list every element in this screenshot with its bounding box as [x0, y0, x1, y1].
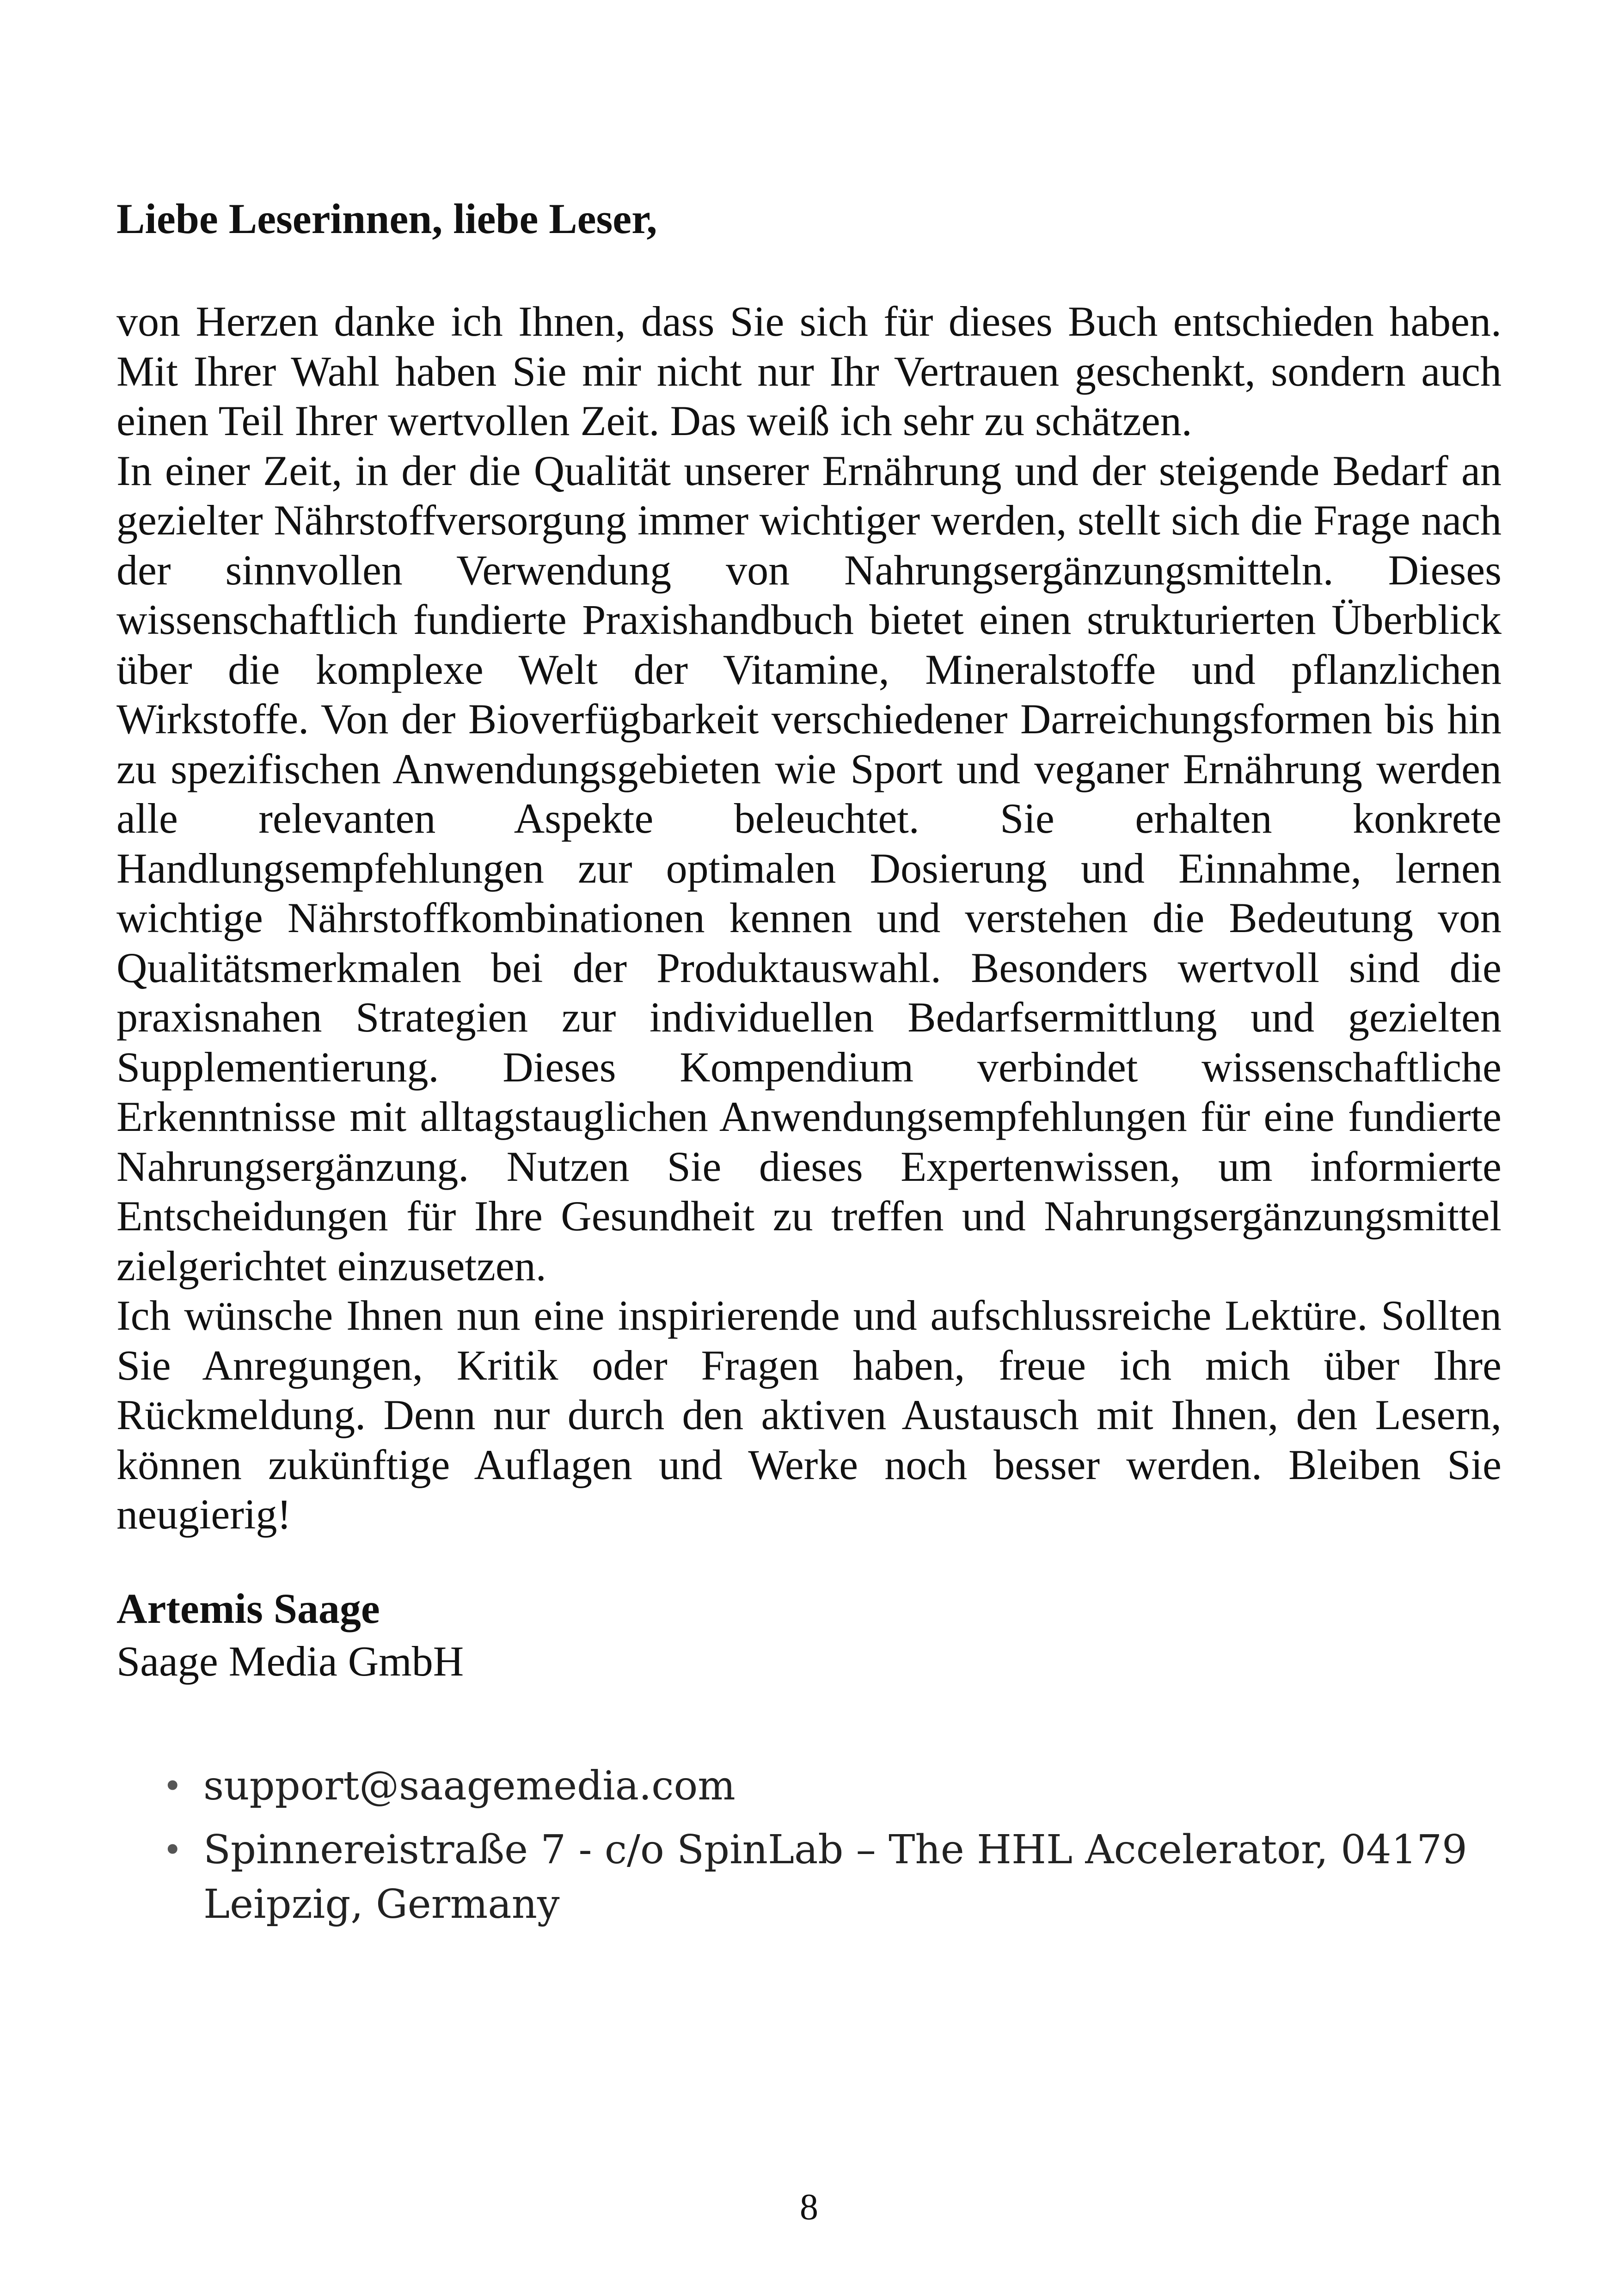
contact-email[interactable]: support@saagemedia.com	[203, 1763, 735, 1809]
contact-email-item	[157, 1759, 1498, 1813]
letter-body	[116, 297, 1502, 1540]
paragraph-book-summary: In einer Zeit, in der die Qualität unserer Ernährung und der steigende Bedarf an gezielter Nährstoffversorgung immer wichtiger werden, stellt sich die Frage nach der sinnvollen Verwendung von Nahrungsergänzungsmitteln. Dieses wissenschaftlich fundierte Praxishandbuch bietet einen strukturierten Überblick über die komplexe Welt der Vitamine, Mineralstoffe und pflanzlichen Wirkstoffe. Von der Bioverfügbarkeit verschiedener Darreichungsformen bis hin zu spezifischen Anwendungsgebieten wie Sport und veganer Ernährung werden alle relevanten Aspekte beleuchtet. Sie erhalten konkrete Handlungsempfehlungen zur optimalen Dosierung und Einnahme, lernen wichtige Nährstoffkombinationen kennen und verstehen die Bedeutung von Qualitätsmerkmalen bei der Produktauswahl. Besonders wertvoll sind die praxisnahen Strategien zur individuellen Bedarfsermittlung und gezielten Supplementierung. Dieses Kompendium verbindet wissenschaftliche Erkenntnisse mit alltagstauglichen Anwendungsempfehlungen für eine fundierte Nahrungsergänzung. Nutzen Sie dieses Expertenwissen, um informierte Entscheidungen für Ihre Gesundheit zu treffen und Nahrungsergänzungsmittel zielgerichtet einzusetzen.	[116, 447, 1502, 1289]
paragraph-closing-wish: Ich wünsche Ihnen nun eine inspirierende und aufschlussreiche Lektüre. Sollten Sie Anregungen, Kritik oder Fragen haben, freue ich mich über Ihre Rückmeldung. Denn nur durch den aktiven Austausch mit Ihnen, den Lesern, können zukünftige Auflagen und Werke noch besser werden. Bleiben Sie neugierig!	[116, 1292, 1502, 1538]
contact-list	[157, 1759, 1498, 1941]
bullet-icon: •	[163, 1830, 183, 1869]
contact-address: Spinnereistraße 7 - c/o SpinLab – The HHL Accelerator, 04179 Leipzig, Germany	[203, 1827, 1467, 1928]
company-name: Saage Media GmbH	[116, 1638, 464, 1685]
letter-greeting: Liebe Leserinnen, liebe Leser,	[116, 195, 657, 242]
author-name: Artemis Saage	[116, 1585, 380, 1632]
contact-address-item	[157, 1823, 1498, 1932]
bullet-icon: •	[163, 1767, 183, 1805]
paragraph-thanks: von Herzen danke ich Ihnen, dass Sie sich für dieses Buch entschieden haben. Mit Ihrer Wahl haben Sie mir nicht nur Ihr Vertrauen geschenkt, sondern auch einen Teil Ihrer wertvollen Zeit. Das weiß ich sehr zu schätzen.	[116, 298, 1502, 444]
page-number: 8	[800, 2187, 818, 2228]
